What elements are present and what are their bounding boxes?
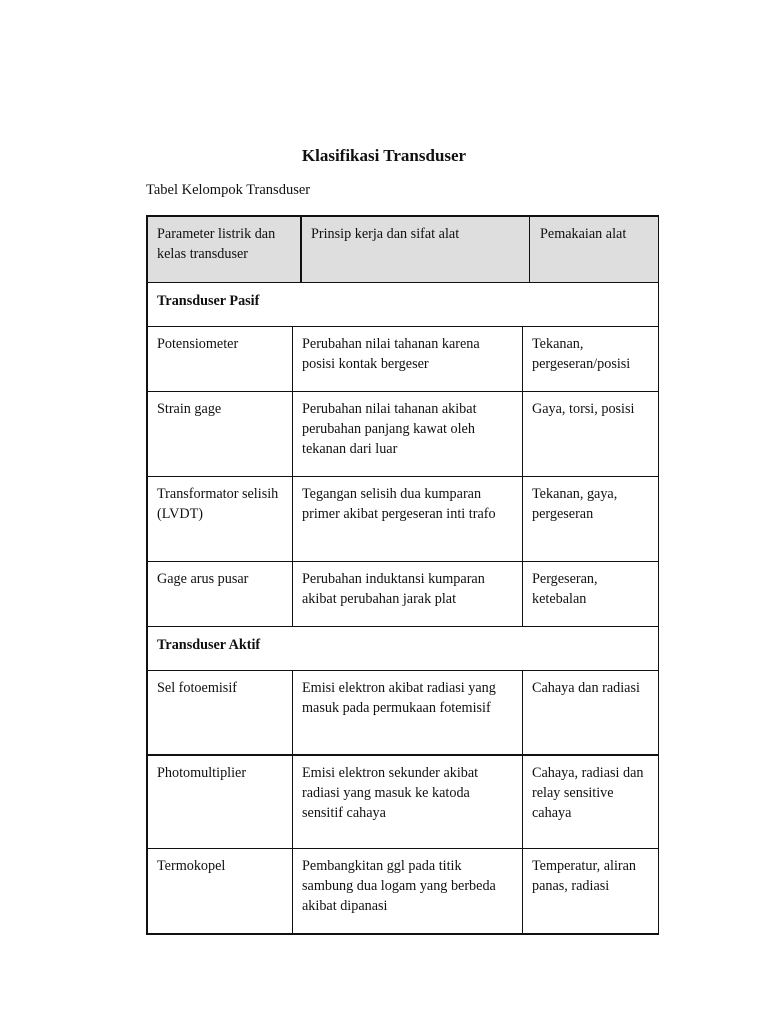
table-row bbox=[148, 327, 658, 392]
header-parameter: Parameter listrik dan kelas transduser bbox=[148, 217, 302, 282]
section-row-passive bbox=[148, 283, 658, 327]
table-row bbox=[148, 756, 658, 849]
cell-parameter: Termokopel bbox=[148, 849, 293, 933]
cell-usage: Temperatur, aliran panas, radiasi bbox=[532, 858, 637, 894]
cell-principle: Perubahan nilai tahanan akibat perubahan panjang kawat oleh tekanan dari luar bbox=[293, 392, 523, 476]
table-header-row bbox=[148, 217, 658, 283]
cell-usage: Cahaya dan radiasi bbox=[532, 680, 640, 696]
cell-usage: Tekanan, pergeseran/posisi bbox=[532, 336, 631, 372]
section-label: Transduser Aktif bbox=[157, 637, 261, 653]
cell-parameter: Gage arus pusar bbox=[148, 562, 293, 626]
cell-principle: Emisi elektron sekunder akibat radiasi yang masuk ke katoda sensitif cahaya bbox=[293, 756, 523, 848]
cell-parameter: Potensiometer bbox=[148, 327, 293, 391]
table-row bbox=[148, 849, 658, 933]
header-principle: Prinsip kerja dan sifat alat bbox=[302, 217, 530, 282]
table-row bbox=[148, 477, 658, 562]
cell-usage: Pergeseran, ketebalan bbox=[532, 571, 598, 607]
table-row bbox=[148, 562, 658, 627]
page-title: Klasifikasi Transduser bbox=[301, 146, 467, 165]
cell-parameter: Photomultiplier bbox=[148, 756, 293, 848]
cell-parameter: Transformator selisih (LVDT) bbox=[148, 477, 293, 561]
cell-parameter: Sel fotoemisif bbox=[148, 671, 293, 754]
section-label: Transduser Pasif bbox=[157, 293, 260, 309]
cell-usage: Cahaya, radiasi dan relay sensitive cahaya bbox=[532, 765, 644, 821]
cell-principle: Tegangan selisih dua kumparan primer akibat pergeseran inti trafo bbox=[293, 477, 523, 561]
cell-principle: Emisi elektron akibat radiasi yang masuk pada permukaan fotemisif bbox=[293, 671, 523, 754]
section-row-active bbox=[148, 627, 658, 671]
transducer-table bbox=[146, 215, 659, 935]
table-row bbox=[148, 392, 658, 477]
cell-principle: Pembangkitan ggl pada titik sambung dua logam yang berbeda akibat dipanasi bbox=[293, 849, 523, 933]
cell-principle: Perubahan nilai tahanan karena posisi kontak bergeser bbox=[293, 327, 523, 391]
table-caption: Tabel Kelompok Transduser bbox=[146, 182, 311, 198]
cell-usage: Tekanan, gaya, pergeseran bbox=[532, 486, 618, 522]
cell-principle: Perubahan induktansi kumparan akibat perubahan jarak plat bbox=[293, 562, 523, 626]
header-usage: Pemakaian alat bbox=[540, 226, 627, 242]
cell-usage: Gaya, torsi, posisi bbox=[532, 401, 635, 417]
table-row bbox=[148, 671, 658, 756]
cell-parameter: Strain gage bbox=[148, 392, 293, 476]
